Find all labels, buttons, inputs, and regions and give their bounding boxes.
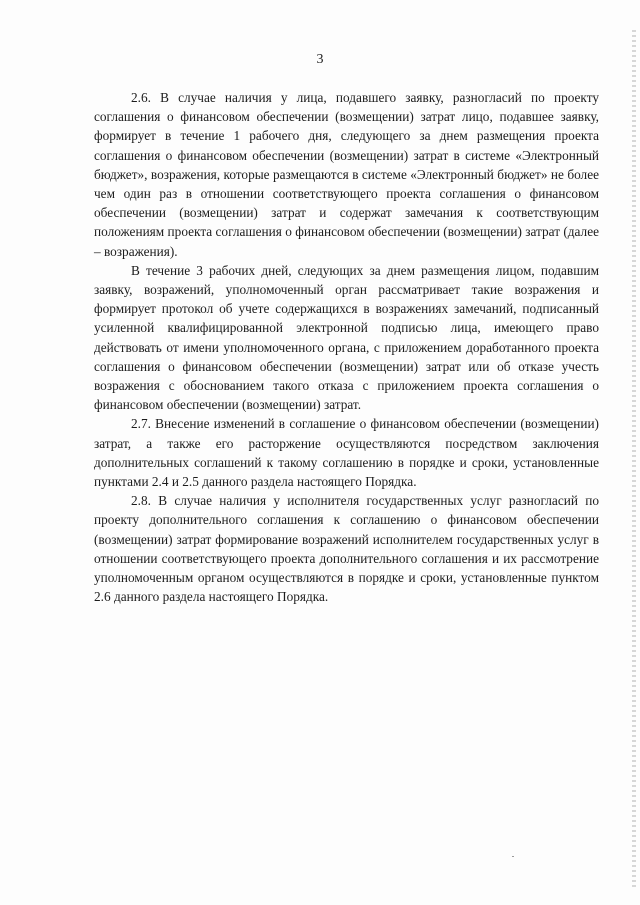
scan-edge-mark xyxy=(632,30,636,890)
paragraph-2-8: 2.8. В случае наличия у исполнителя государственных услуг разногласий по проекту дополнительного соглашения к соглашению о финансовом обеспечении (возмещении) затрат формирование возражений исполнителем государственных услуг в отношении соответствующего проекта дополнительного соглашения и их рассмотрение уполномоченным органом осуществляются в порядке и сроки, установленные пунктом 2.6 данного раздела настоящего Порядка. xyxy=(94,493,599,605)
page-number: 3 xyxy=(316,52,324,67)
paragraph-2-6: 2.6. В случае наличия у лица, подавшего заявку, разногласий по проекту соглашения о финансовом обеспечении (возмещении) затрат лицо, подавшее заявку, формирует в течение 1 рабочего дня, следующего за днем размещения проекта соглашения о финансовом обеспечении (возмещении) затрат в системе «Электронный бюджет», возражения, которые размещаются в системе «Электронный бюджет» не более чем один раз в отношении соответствующего проекта соглашения о финансовом обеспечении (возмещении) затрат и содержат замечания к соответствующим положениям проекта соглашения о финансовом обеспечении (возмещении) затрат (далее – возражения). xyxy=(94,90,599,259)
document-body xyxy=(94,88,599,606)
scan-speck xyxy=(512,856,514,857)
paragraph-2-6-continuation: В течение 3 рабочих дней, следующих за днем размещения лицом, подавшим заявку, возражений, уполномоченный орган рассматривает такие возражения и формирует протокол об учете содержащихся в возражениях замечаний, подписанный усиленной квалифицированной электронной подписью лица, имеющего право действовать от имени уполномоченного органа, с приложением доработанного проекта соглашения о финансовом обеспечении (возмещении) затрат или об отказе учесть возражения с обоснованием такого отказа с приложением проекта соглашения о финансовом обеспечении (возмещении) затрат. xyxy=(94,262,599,413)
paragraph-2-7: 2.7. Внесение изменений в соглашение о финансовом обеспечении (возмещении) затрат, а также его расторжение осуществляются посредством заключения дополнительных соглашений к такому соглашению в порядке и сроки, установленные пунктами 2.4 и 2.5 данного раздела настоящего Порядка. xyxy=(94,416,599,490)
